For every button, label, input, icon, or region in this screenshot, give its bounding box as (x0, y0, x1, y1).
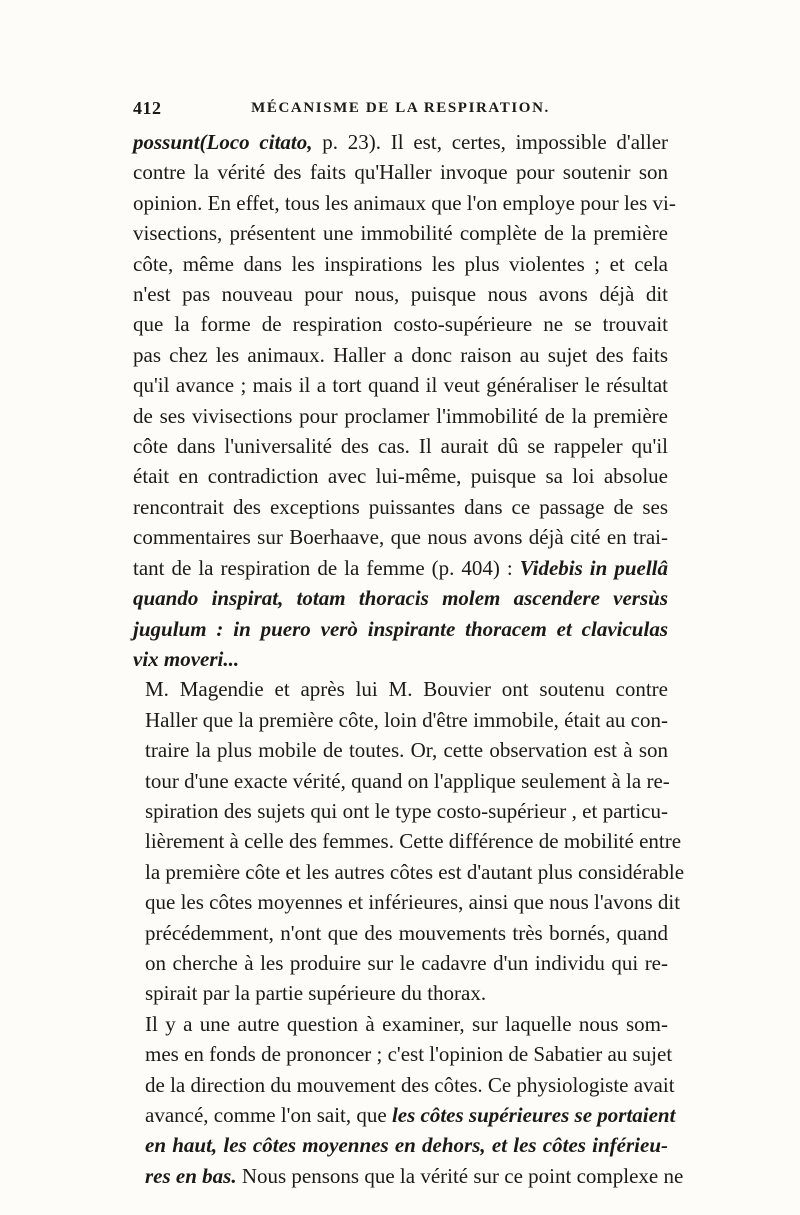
quoted-italic: res en bas. (145, 1163, 237, 1188)
text-line: rencontrait des exceptions puissantes dans ce passage de ses (133, 494, 668, 519)
page-header (133, 98, 668, 122)
text-line: que la forme de respiration costo-supérieure ne se trouvait (133, 312, 668, 337)
text-line (133, 553, 668, 583)
text-line: mes en fonds de prononcer ; c'est l'opinion de Sabatier au sujet (145, 1042, 673, 1067)
citation-italic: possunt(Loco citato, (133, 130, 313, 154)
body-text (133, 127, 685, 1191)
latin-quote: vix moveri... (133, 646, 240, 671)
text-line: pas chez les animaux. Haller a donc raison au sujet des faits (133, 342, 668, 367)
text-line: précédemment, n'ont que des mouvements très bornés, quand (145, 920, 668, 945)
running-title: MÉCANISME DE LA RESPIRATION. (251, 100, 550, 116)
text-line (133, 127, 668, 157)
text-line: visections, présentent une immobilité complète de la première (133, 221, 668, 246)
text-line: tour d'une exacte vérité, quand on l'applique seulement à la re- (145, 768, 670, 793)
text-line: côte, même dans les inspirations les plus violentes ; et cela (133, 251, 668, 276)
text-line: que les côtes moyennes et inférieures, ainsi que nous l'avons dit (145, 890, 681, 915)
text-segment: p. 23). Il est, certes, impossible d'aller (322, 130, 669, 154)
text-line: était en contradiction avec lui-même, puisque sa loi absolue (133, 464, 668, 489)
text-segment: tant de la respiration de la femme (p. 404) : (133, 555, 513, 580)
text-line: commentaires sur Boerhaave, que nous avons déjà cité en trai- (133, 525, 668, 550)
text-line: M. Magendie et après lui M. Bouvier ont soutenu contre (145, 677, 668, 702)
latin-quote: quando inspirat, totam thoracis molem ascendere versùs (133, 586, 668, 611)
text-line: opinion. En effet, tous les animaux que l'on employe pour les vi- (133, 190, 676, 215)
text-line: lièrement à celle des femmes. Cette différence de mobilité entre (145, 829, 682, 854)
text-line: spiration des sujets qui ont le type costo-supérieur , et particu- (145, 798, 668, 823)
text-line: on cherche à les produire sur le cadavre d'un individu qui re- (145, 950, 668, 975)
latin-quote: jugulum : in puero verò inspirante thoracem et claviculas (133, 616, 668, 641)
text-line: spirait par la partie supérieure du thorax. (145, 981, 487, 1006)
text-line (133, 1161, 684, 1191)
text-line (133, 583, 668, 613)
text-line: côte dans l'universalité des cas. Il aurait dû se rappeler qu'il (133, 434, 668, 459)
latin-quote: Videbis in puellâ (519, 555, 668, 580)
text-line: de ses vivisections pour proclamer l'immobilité de la première (133, 403, 668, 428)
text-line: Haller que la première côte, loin d'être immobile, était au con- (145, 707, 668, 732)
text-line: Il y a une autre question à examiner, sur laquelle nous som- (145, 1011, 668, 1036)
text-line: traire la plus mobile de toutes. Or, cette observation est à son (145, 738, 668, 763)
paragraph-1 (133, 127, 676, 674)
text-segment: Nous pensons que la vérité sur ce point complexe ne (241, 1163, 684, 1188)
text-line: la première côte et les autres côtes est d'autant plus considérable (145, 859, 685, 884)
paragraph-3 (133, 1009, 684, 1191)
quoted-italic: en haut, les côtes moyennes en dehors, et les côtes inférieu- (145, 1133, 668, 1158)
text-line (133, 614, 668, 644)
text-line: n'est pas nouveau pour nous, puisque nous avons déjà dit (133, 282, 668, 307)
text-line: qu'il avance ; mais il a tort quand il veut généraliser le résultat (133, 373, 668, 398)
quoted-italic: les côtes supérieures se portaient (391, 1103, 676, 1127)
text-line (133, 1100, 676, 1130)
text-line: contre la vérité des faits qu'Haller invoque pour soutenir son (133, 160, 668, 185)
text-segment: avancé, comme l'on sait, que (145, 1103, 387, 1127)
text-line: de la direction du mouvement des côtes. Ce physiologiste avait (145, 1072, 675, 1097)
page-number: 412 (133, 98, 162, 118)
text-line (133, 644, 668, 674)
text-line (133, 1130, 668, 1160)
paragraph-2 (133, 674, 685, 1008)
